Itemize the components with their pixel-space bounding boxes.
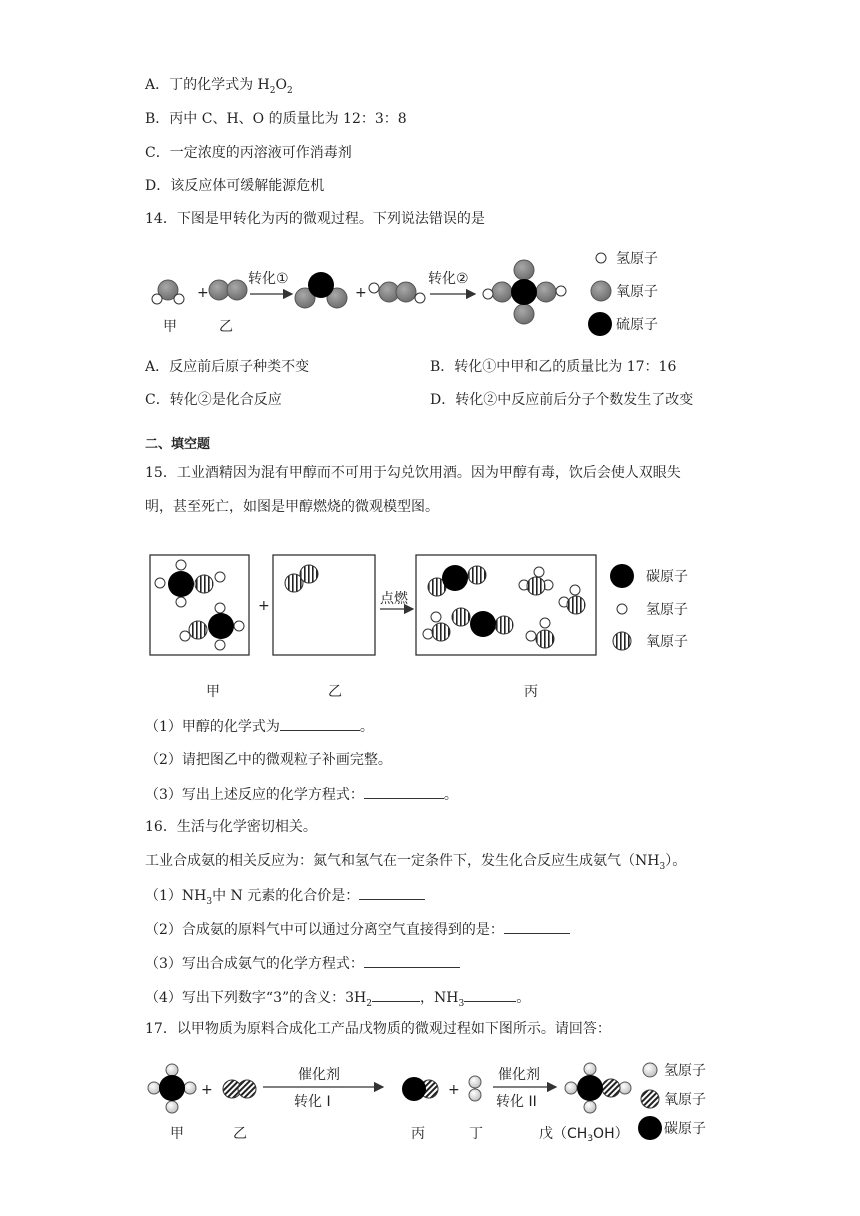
q17-label-yi: 乙 xyxy=(233,1126,247,1142)
intro-text: 工业合成氨的相关反应为：氮气和氢气在一定条件下，发生化合反应生成氨气（NH xyxy=(145,853,660,869)
q15-label-jia: 甲 xyxy=(206,684,220,700)
q15-sub2: （2）请把图乙中的微观粒子补画完整。 xyxy=(145,752,392,768)
q14-stem: 14．下图是甲转化为丙的微观过程。下列说法错误的是 xyxy=(145,211,485,227)
q17-jia-molecule xyxy=(148,1064,196,1113)
legend-carbon-icon xyxy=(638,1116,662,1140)
q17-arrow1-top: 催化剂 xyxy=(298,1067,340,1083)
q17-bing-molecule xyxy=(402,1077,438,1101)
q17-ding-molecule xyxy=(469,1076,481,1101)
option-text: A．丁的化学式为 H xyxy=(145,77,270,93)
q13-option-c[interactable]: C．一定浓度的丙溶液可作消毒剂 xyxy=(145,145,352,161)
plus-sign: + xyxy=(355,285,367,301)
q17-wu-molecule xyxy=(565,1063,631,1113)
question-text: 中 N 元素的化合价是： xyxy=(212,888,360,904)
q17-yi-molecule xyxy=(223,1080,256,1098)
legend-label: 氢原子 xyxy=(664,1063,706,1079)
q13-option-d[interactable]: D．该反应体可缓解能源危机 xyxy=(145,178,325,194)
plus-sign: + xyxy=(197,285,209,301)
q14-option-c[interactable]: C．转化②是化合反应 xyxy=(145,392,282,408)
q17-label-ding: 丁 xyxy=(469,1126,483,1142)
plus-sign: + xyxy=(258,598,270,614)
legend-label: 碳原子 xyxy=(664,1121,706,1137)
legend-label: 氢原子 xyxy=(616,251,658,267)
section-title: 二、填空题 xyxy=(145,437,211,452)
subscript: 3 xyxy=(458,998,465,1009)
legend-label: 硫原子 xyxy=(616,317,658,333)
legend-label: 氧原子 xyxy=(616,284,658,300)
q14-arrow1-label: 转化① xyxy=(248,271,289,287)
question-text: ，NH xyxy=(419,990,459,1006)
q15-arrow-label: 点燃 xyxy=(380,591,408,607)
plus-sign: + xyxy=(448,1082,460,1098)
question-text: （3）写出合成氨气的化学方程式： xyxy=(145,956,364,972)
q14-option-a[interactable]: A．反应前后原子种类不变 xyxy=(145,359,310,375)
q17-label-bing: 丙 xyxy=(411,1126,425,1142)
q17-legend xyxy=(638,1063,706,1140)
subscript: 2 xyxy=(269,85,276,96)
question-text: （3）写出上述反应的化学方程式： xyxy=(145,787,364,803)
q15-stem-line2: 明，甚至死亡，如图是甲醇燃烧的微观模型图。 xyxy=(145,499,439,515)
plus-sign: + xyxy=(201,1082,213,1098)
legend-label: 氢原子 xyxy=(646,602,688,618)
question-text: （1）甲醇的化学式为 xyxy=(145,719,280,735)
q17-arrow2-bottom: 转化 II xyxy=(496,1094,537,1110)
legend-label: 碳原子 xyxy=(646,569,688,585)
q15-stem-line1: 15．工业酒精因为混有甲醇而不可用于勾兑饮用酒。因为甲醇有毒，饮后会使人双眼失 xyxy=(145,465,681,481)
q14-label-yi: 乙 xyxy=(219,319,233,335)
q15-label-yi: 乙 xyxy=(328,684,342,700)
q17-arrow2-top: 催化剂 xyxy=(498,1067,540,1083)
option-text: O xyxy=(275,77,287,93)
legend-oxygen-icon xyxy=(641,1090,659,1108)
q17-stem: 17．以甲物质为原料合成化工产品戊物质的微观过程如下图所示。请回答： xyxy=(145,1021,611,1037)
q17-label-wu: 戊$(CH_3OH)$ xyxy=(539,1126,629,1144)
q14-label-jia: 甲 xyxy=(163,319,177,335)
question-text: （1）NH xyxy=(145,888,207,904)
subscript: 3 xyxy=(206,896,213,907)
punctuation: 。 xyxy=(359,719,374,735)
intro-text: ）。 xyxy=(665,853,687,869)
q13-option-b[interactable]: B．丙中 C、H、O 的质量比为 12：3：8 xyxy=(145,111,407,127)
q14-option-d[interactable]: D．转化②中反应前后分子个数发生了改变 xyxy=(430,392,694,408)
q17-label-jia: 甲 xyxy=(170,1126,184,1142)
question-text: （2）合成氨的原料气中可以通过分离空气直接得到的是： xyxy=(145,922,504,938)
subscript: 3 xyxy=(659,861,666,872)
punctuation: 。 xyxy=(516,990,531,1006)
legend-label: 氧原子 xyxy=(664,1092,706,1108)
q17-arrow1-bottom: 转化 I xyxy=(294,1094,331,1110)
q14-arrow2-label: 转化② xyxy=(428,271,469,287)
subscript: 2 xyxy=(366,998,372,1009)
q14-option-b[interactable]: B．转化①中甲和乙的质量比为 17：16 xyxy=(430,359,677,375)
q16-stem: 16．生活与化学密切相关。 xyxy=(145,819,317,835)
subscript: 2 xyxy=(287,85,293,96)
q15-label-bing: 丙 xyxy=(524,684,538,700)
question-text: （4）写出下列数字“3”的含义：3H xyxy=(145,990,367,1006)
legend-hydrogen-icon xyxy=(643,1063,657,1077)
punctuation: 。 xyxy=(443,787,458,803)
legend-label: 氧原子 xyxy=(646,634,688,650)
